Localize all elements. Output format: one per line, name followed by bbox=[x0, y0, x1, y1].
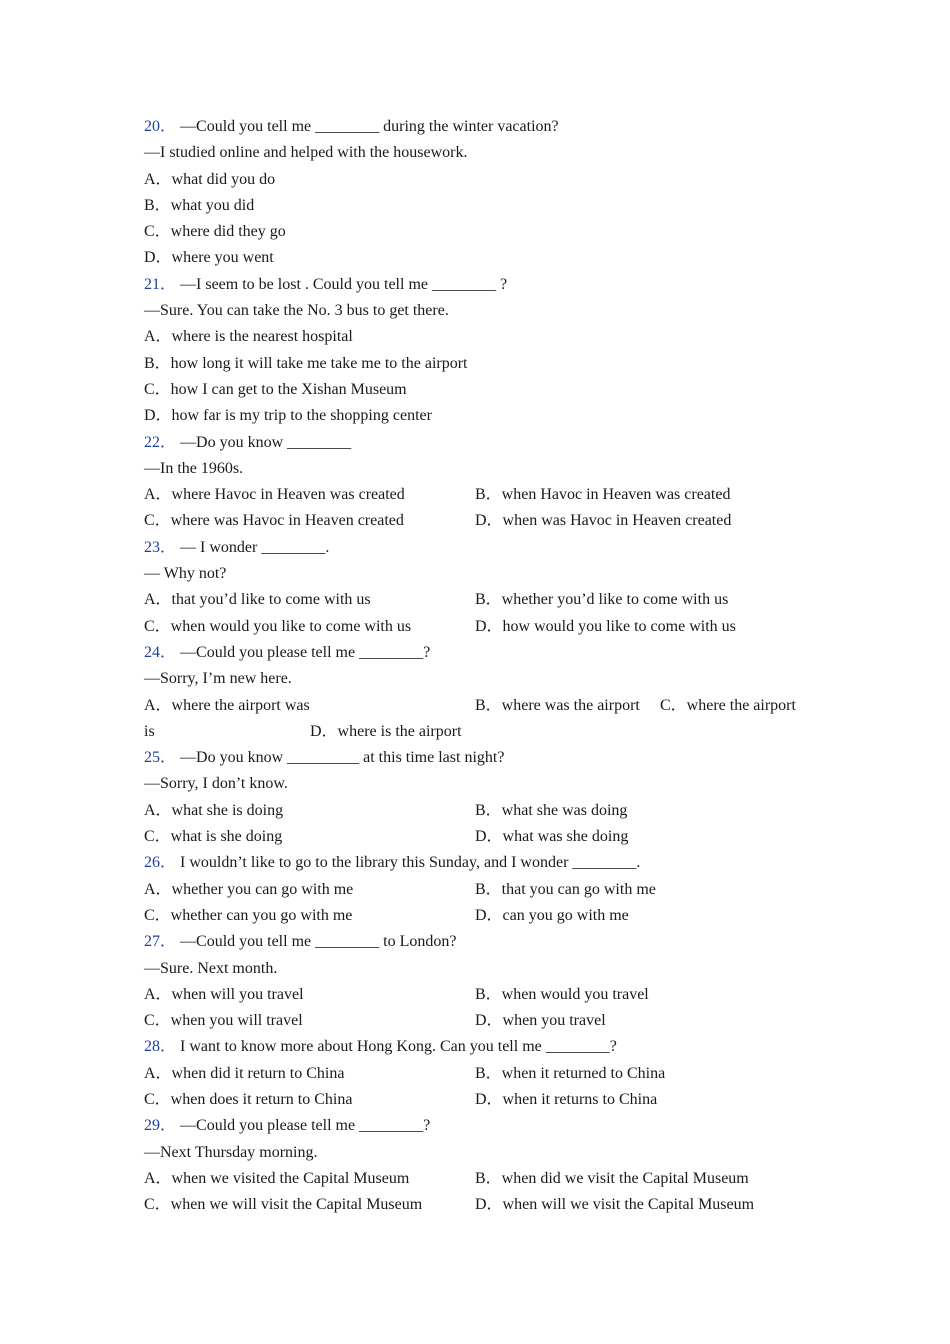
question-text: —Could you tell me ________ during the winter vacation? bbox=[180, 118, 559, 135]
option-row bbox=[144, 1087, 824, 1113]
question-text: —Could you please tell me ________? bbox=[180, 1117, 431, 1135]
option-c: C．where did they go bbox=[144, 223, 286, 241]
option-b: B．that you can go with me bbox=[475, 880, 656, 898]
question-20-stem bbox=[144, 114, 824, 140]
option-d: D．where you went bbox=[144, 249, 274, 267]
option-d: D．where is the airport bbox=[310, 722, 462, 740]
option-row bbox=[144, 482, 824, 508]
option-d: D．what was she doing bbox=[475, 828, 629, 846]
option-b: B．how long it will take me take me to the airport bbox=[144, 354, 468, 372]
option-b: B．whether you’d like to come with us bbox=[475, 591, 729, 609]
question-24-stem bbox=[144, 640, 824, 666]
question-27-reply: —Sure. Next month. bbox=[144, 959, 278, 977]
option-d: D．when was Havoc in Heaven created bbox=[475, 512, 732, 530]
option-b: B．when did we visit the Capital Museum bbox=[475, 1169, 749, 1187]
option-c: C．when you will travel bbox=[144, 1012, 303, 1030]
question-text: I want to know more about Hong Kong. Can you tell me ________? bbox=[180, 1038, 617, 1056]
option-row bbox=[144, 903, 824, 929]
option-a: A．when will you travel bbox=[144, 985, 304, 1003]
question-text: —Could you please tell me ________? bbox=[180, 643, 431, 661]
option-c-continued: is bbox=[144, 722, 155, 740]
option-b: B．what you did bbox=[144, 196, 255, 214]
option-row bbox=[144, 1166, 824, 1192]
question-26-stem bbox=[144, 850, 824, 876]
question-number: 21． bbox=[144, 275, 177, 293]
question-29-stem bbox=[144, 1113, 824, 1139]
question-28-stem bbox=[144, 1034, 824, 1060]
question-text: —Do you know _________ at this time last night? bbox=[180, 749, 505, 767]
option-row bbox=[144, 877, 824, 903]
question-number: 29． bbox=[144, 1117, 177, 1135]
option-a: A．when did it return to China bbox=[144, 1064, 345, 1082]
option-c: C．whether can you go with me bbox=[144, 906, 353, 924]
option-b: B．when would you travel bbox=[475, 985, 649, 1003]
option-row bbox=[144, 508, 824, 534]
option-b: B．when it returned to China bbox=[475, 1064, 666, 1082]
question-text: — I wonder ________. bbox=[180, 538, 330, 556]
question-22-stem bbox=[144, 430, 824, 456]
question-25-stem bbox=[144, 745, 824, 771]
option-row bbox=[144, 719, 824, 745]
option-row bbox=[144, 614, 824, 640]
option-a: A．what did you do bbox=[144, 170, 276, 188]
option-c: C．where was Havoc in Heaven created bbox=[144, 512, 404, 530]
option-a: A．what she is doing bbox=[144, 801, 284, 819]
question-20-reply: —I studied online and helped with the housework. bbox=[144, 144, 468, 162]
option-a: A．where is the nearest hospital bbox=[144, 328, 353, 346]
question-number: 27． bbox=[144, 933, 177, 951]
option-row bbox=[144, 798, 824, 824]
question-number: 20． bbox=[144, 118, 177, 135]
option-row bbox=[144, 693, 824, 719]
question-number: 26． bbox=[144, 854, 177, 872]
option-d: D．when it returns to China bbox=[475, 1090, 658, 1108]
option-b: B．where was the airport bbox=[475, 696, 640, 714]
question-23-stem bbox=[144, 535, 824, 561]
question-text: —I seem to be lost . Could you tell me ________ ? bbox=[180, 275, 508, 293]
option-a: A．when we visited the Capital Museum bbox=[144, 1169, 410, 1187]
question-27-stem bbox=[144, 929, 824, 955]
question-number: 25． bbox=[144, 749, 177, 767]
option-b: B．what she was doing bbox=[475, 801, 628, 819]
option-d: D．how would you like to come with us bbox=[475, 617, 736, 635]
question-text: —Could you tell me ________ to London? bbox=[180, 933, 457, 951]
option-row bbox=[144, 982, 824, 1008]
option-a: A．where Havoc in Heaven was created bbox=[144, 486, 405, 504]
worksheet-page bbox=[144, 114, 824, 1218]
option-d: D．how far is my trip to the shopping center bbox=[144, 407, 432, 425]
option-row bbox=[144, 1061, 824, 1087]
option-row bbox=[144, 824, 824, 850]
question-25-reply: —Sorry, I don’t know. bbox=[144, 775, 288, 793]
option-c: C．when does it return to China bbox=[144, 1090, 353, 1108]
option-row bbox=[144, 587, 824, 613]
option-c: C．what is she doing bbox=[144, 828, 283, 846]
option-row bbox=[144, 1192, 824, 1218]
question-21-reply: —Sure. You can take the No. 3 bus to get there. bbox=[144, 302, 449, 320]
option-c: C．when we will visit the Capital Museum bbox=[144, 1196, 423, 1214]
option-a: A．whether you can go with me bbox=[144, 880, 354, 898]
question-number: 28． bbox=[144, 1038, 177, 1056]
option-row bbox=[144, 1008, 824, 1034]
option-a: A．that you’d like to come with us bbox=[144, 591, 371, 609]
question-number: 24． bbox=[144, 643, 177, 661]
option-d: D．can you go with me bbox=[475, 906, 629, 924]
question-text: —Do you know ________ bbox=[180, 433, 352, 451]
option-c: C．when would you like to come with us bbox=[144, 617, 412, 635]
question-number: 22． bbox=[144, 433, 177, 451]
question-number: 23． bbox=[144, 538, 177, 556]
option-d: D．when you travel bbox=[475, 1012, 606, 1030]
option-c: C．where the airport bbox=[660, 696, 796, 714]
option-d: D．when will we visit the Capital Museum bbox=[475, 1196, 755, 1214]
question-23-reply: — Why not? bbox=[144, 565, 227, 583]
question-22-reply: —In the 1960s. bbox=[144, 459, 244, 477]
question-29-reply: —Next Thursday morning. bbox=[144, 1143, 318, 1161]
option-c: C．how I can get to the Xishan Museum bbox=[144, 380, 407, 398]
option-b: B．when Havoc in Heaven was created bbox=[475, 486, 731, 504]
question-21-stem bbox=[144, 272, 824, 298]
question-24-reply: —Sorry, I’m new here. bbox=[144, 670, 292, 688]
question-text: I wouldn’t like to go to the library this Sunday, and I wonder ________. bbox=[180, 854, 641, 872]
option-a: A．where the airport was bbox=[144, 696, 310, 714]
